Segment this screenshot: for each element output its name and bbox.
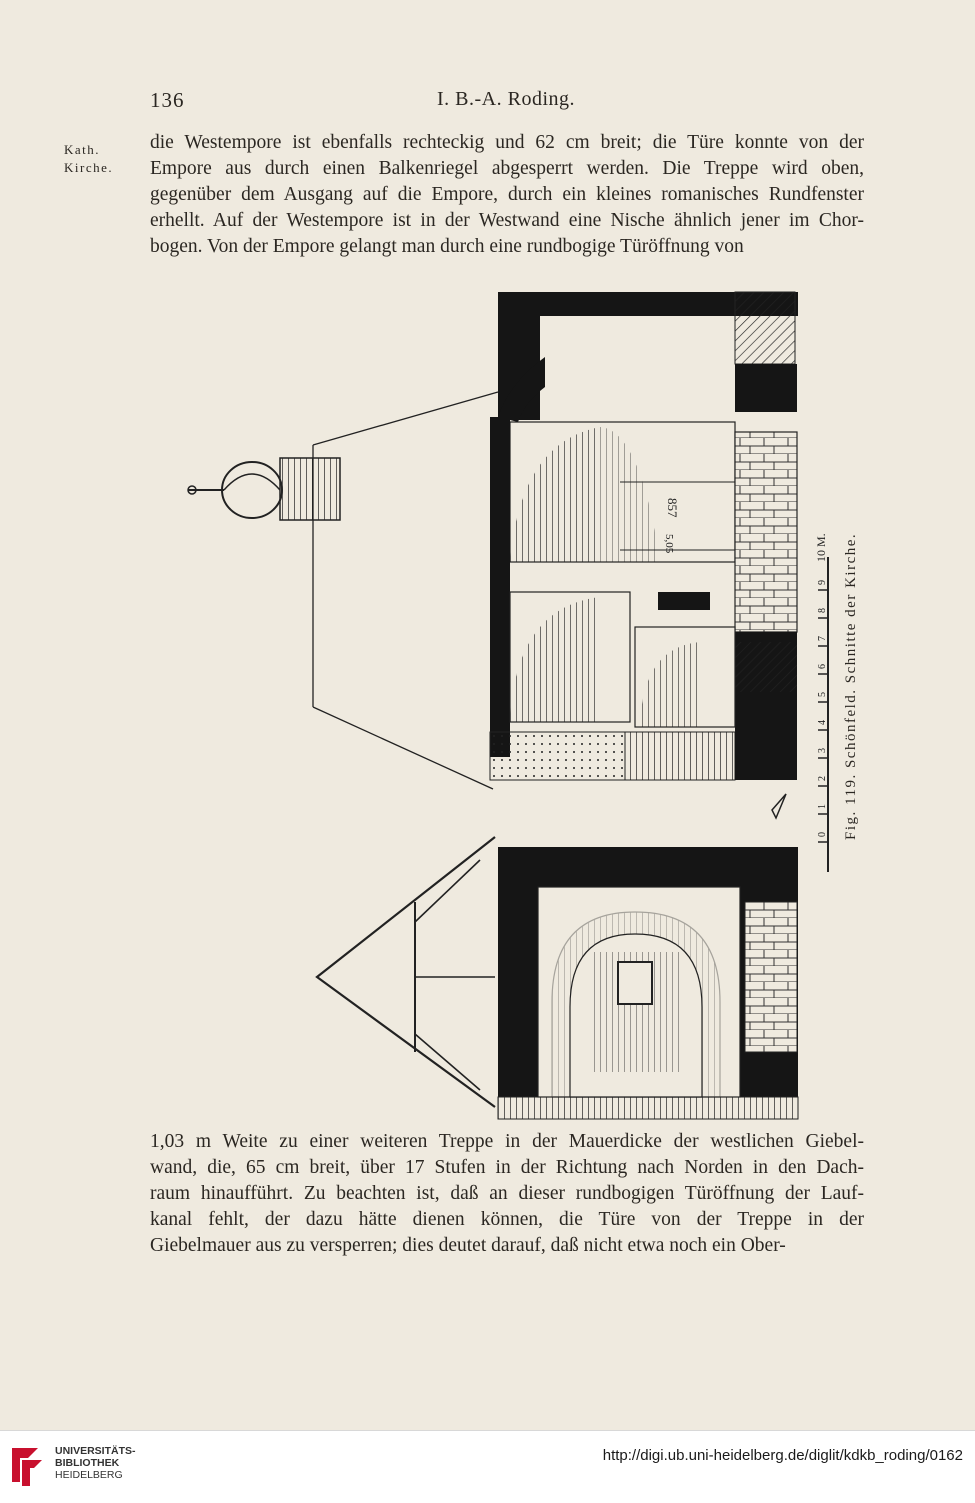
dimension-857: 857 [665,498,680,518]
scale-tick-label: 5 [817,692,828,697]
scale-tick-label: 8 [817,608,828,613]
text-line: Empore aus durch einen Balkenriegel abgesperrt werden. Die Treppe wird oben, [150,158,864,179]
library-name-line: UNIVERSITÄTS- [55,1445,136,1457]
figure-caption: Fig. 119. Schönfeld. Schnitte der Kirche. [843,532,859,840]
library-name[interactable] [55,1445,136,1481]
scale-tick-label: 9 [817,580,828,585]
church-section-drawing [180,262,880,1132]
viewer-footer [0,1430,975,1503]
scale-tick-label: 7 [817,636,828,641]
library-logo-icon [8,1442,48,1488]
scale-tick-label: 2 [817,776,828,781]
scale-tick-label: 3 [817,748,828,753]
scale-unit-label: 10 M. [814,533,828,562]
library-name-line: HEIDELBERG [55,1469,123,1481]
text-line: erhellt. Auf der Westempore ist in der Westwand eine Nische ähnlich jener im Chor- [150,210,864,231]
scale-tick-label: 6 [817,664,828,669]
dimension-505: 5,05 [663,534,675,554]
paragraph-bottom [150,1129,864,1259]
text-line: bogen. Von der Empore gelangt man durch eine rundbogige Türöffnung von [150,236,744,257]
cross-section [317,837,798,1119]
text-line: wand, die, 65 cm breit, über 17 Stufen in der Richtung nach Norden in den Dach- [150,1157,864,1178]
scale-tick-label: 4 [817,720,828,725]
text-line: raum hinaufführt. Zu beachten ist, daß an dieser rundbogigen Türöffnung der Lauf- [150,1183,864,1204]
text-line: 1,03 m Weite zu einer weiteren Treppe in der Mauerdicke der westlichen Giebel- [150,1131,864,1152]
margin-note [64,141,113,177]
onion-dome [188,458,340,520]
north-arrow-icon [772,794,786,818]
scale-bar [814,533,828,872]
page-number: 136 [150,88,185,112]
scale-tick-label: 0 [817,832,828,837]
scale-tick-label: 1 [817,804,828,809]
text-line: kanal fehlt, der dazu hätte dienen können, die Türe von der Treppe in der [150,1209,864,1230]
text-line: die Westempore ist ebenfalls rechteckig und 62 cm breit; die Türe konnte von der [150,132,864,153]
text-line: gegenüber dem Ausgang auf die Empore, durch ein kleines romanisches Rundfenster [150,184,864,205]
page-url[interactable]: http://digi.ub.uni-heidelberg.de/diglit/kdkb_roding/0162 [602,1447,963,1464]
running-title: I. B.-A. Roding. [437,88,575,110]
library-name-line: BIBLIOTHEK [55,1457,120,1469]
paragraph-top [150,130,864,260]
margin-note-line: Kirche. [64,160,114,175]
text-line: Giebelmauer aus zu versperren; dies deutet darauf, daß nicht etwa noch ein Ober- [150,1235,786,1256]
margin-note-line: Kath. [64,142,101,157]
longitudinal-section [188,292,798,789]
